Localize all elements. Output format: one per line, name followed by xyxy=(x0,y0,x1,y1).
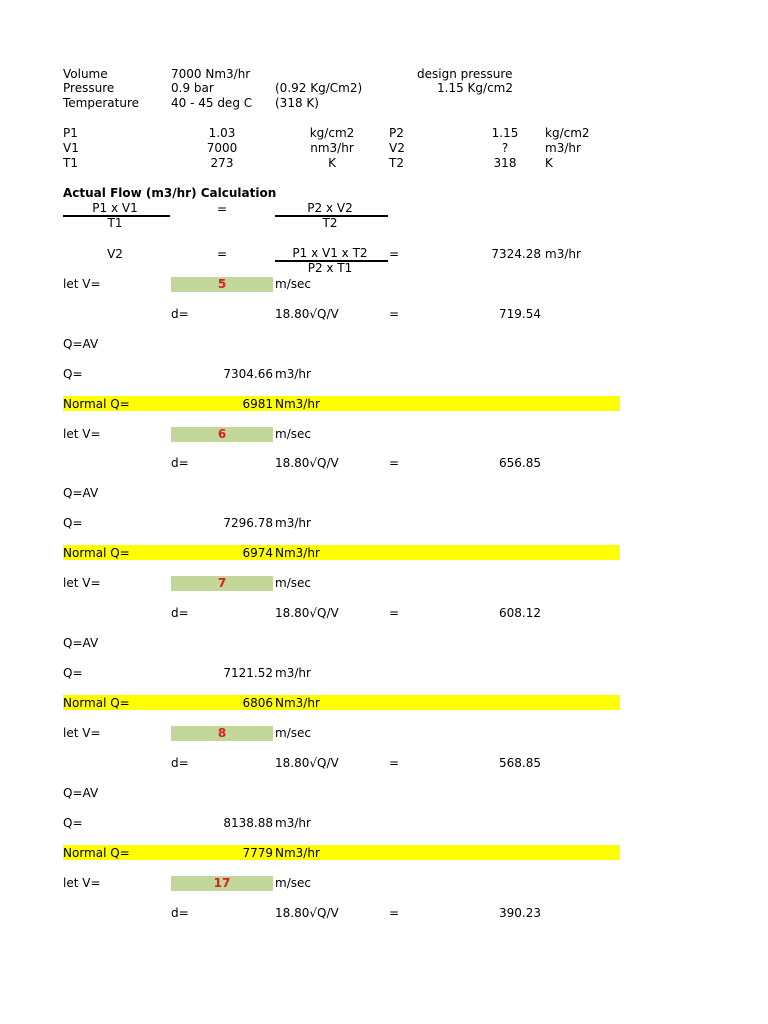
q-unit: m3/hr xyxy=(275,666,311,680)
volume-label: Volume xyxy=(63,67,108,81)
equals-sign: = xyxy=(389,456,400,470)
d-formula: 18.80√Q/V xyxy=(275,756,339,770)
velocity-unit: m/sec xyxy=(275,876,311,890)
temperature-alt-value: (318 K) xyxy=(275,96,319,110)
t2-label: T2 xyxy=(389,156,404,170)
q-av-label: Q=AV xyxy=(63,636,99,650)
normal-q-value: 7779 xyxy=(242,846,273,860)
normal-q-label: Normal Q= xyxy=(63,397,130,411)
normal-q-label: Normal Q= xyxy=(63,696,130,710)
p2-unit: kg/cm2 xyxy=(545,126,590,140)
velocity-unit: m/sec xyxy=(275,277,311,291)
normal-q-value: 6974 xyxy=(242,546,273,560)
p2-value: 1.15 xyxy=(491,126,519,140)
q-value: 8138.88 xyxy=(223,816,273,830)
t2-value: 318 xyxy=(493,156,517,170)
diameter-value: 568.85 xyxy=(499,756,541,770)
q-label: Q= xyxy=(63,816,83,830)
q-label: Q= xyxy=(63,516,83,530)
v1-label: V1 xyxy=(63,141,79,155)
v2-value: ? xyxy=(501,141,509,155)
equals-sign: = xyxy=(389,906,400,920)
let-v-label: let V= xyxy=(63,726,101,740)
d-label: d= xyxy=(171,756,189,770)
equals-sign: = xyxy=(389,606,400,620)
d-label: d= xyxy=(171,307,189,321)
velocity-value[interactable]: 6 xyxy=(217,427,227,441)
design-pressure-value: 1.15 Kg/cm2 xyxy=(437,81,513,95)
d-formula: 18.80√Q/V xyxy=(275,456,339,470)
flow-result-value: 7324.28 xyxy=(491,247,541,261)
q-label: Q= xyxy=(63,367,83,381)
q-unit: m3/hr xyxy=(275,516,311,530)
normal-q-highlight-row xyxy=(63,396,620,411)
velocity-unit: m/sec xyxy=(275,427,311,441)
q-label: Q= xyxy=(63,666,83,680)
pressure-alt-value: (0.92 Kg/Cm2) xyxy=(275,81,363,95)
q-unit: m3/hr xyxy=(275,816,311,830)
q-av-label: Q=AV xyxy=(63,486,99,500)
v2-unit: m3/hr xyxy=(545,141,581,155)
d-label: d= xyxy=(171,456,189,470)
equals-sign: = xyxy=(216,247,228,261)
q-value: 7304.66 xyxy=(223,367,273,381)
design-pressure-label: design pressure xyxy=(417,67,513,81)
p1-value: 1.03 xyxy=(208,126,236,140)
let-v-label: let V= xyxy=(63,876,101,890)
d-label: d= xyxy=(171,606,189,620)
velocity-unit: m/sec xyxy=(275,726,311,740)
v1-value: 7000 xyxy=(206,141,238,155)
normal-q-unit: Nm3/hr xyxy=(275,546,320,560)
equals-sign: = xyxy=(389,756,400,770)
normal-q-unit: Nm3/hr xyxy=(275,397,320,411)
rhs-numerator: P2 x V2 xyxy=(307,201,353,215)
normal-q-value: 6981 xyxy=(242,397,273,411)
diameter-value: 719.54 xyxy=(499,307,541,321)
let-v-label: let V= xyxy=(63,576,101,590)
v2-formula-label: V2 xyxy=(107,247,123,261)
diameter-value: 656.85 xyxy=(499,456,541,470)
v2-label: V2 xyxy=(389,141,405,155)
volume-value: 7000 Nm3/hr xyxy=(171,67,251,81)
diameter-value: 390.23 xyxy=(499,906,541,920)
velocity-value[interactable]: 8 xyxy=(217,726,227,740)
normal-q-highlight-row xyxy=(63,545,620,560)
normal-q-unit: Nm3/hr xyxy=(275,696,320,710)
normal-q-highlight-row xyxy=(63,695,620,710)
temperature-value: 40 - 45 deg C xyxy=(171,96,253,110)
normal-q-unit: Nm3/hr xyxy=(275,846,320,860)
temperature-label: Temperature xyxy=(63,96,140,110)
d-formula: 18.80√Q/V xyxy=(275,606,339,620)
q-av-label: Q=AV xyxy=(63,337,99,351)
d-formula: 18.80√Q/V xyxy=(275,906,339,920)
lhs-denominator: T1 xyxy=(107,216,123,230)
formula-denominator: P2 x T1 xyxy=(307,261,353,275)
normal-q-highlight-row xyxy=(63,845,620,860)
let-v-label: let V= xyxy=(63,277,101,291)
d-label: d= xyxy=(171,906,189,920)
normal-q-value: 6806 xyxy=(242,696,273,710)
normal-q-label: Normal Q= xyxy=(63,546,130,560)
q-value: 7121.52 xyxy=(223,666,273,680)
q-value: 7296.78 xyxy=(223,516,273,530)
velocity-unit: m/sec xyxy=(275,576,311,590)
q-unit: m3/hr xyxy=(275,367,311,381)
t2-unit: K xyxy=(545,156,553,170)
let-v-label: let V= xyxy=(63,427,101,441)
p2-label: P2 xyxy=(389,126,404,140)
t1-label: T1 xyxy=(63,156,78,170)
pressure-value: 0.9 bar xyxy=(171,81,214,95)
velocity-value[interactable]: 7 xyxy=(217,576,227,590)
pressure-label: Pressure xyxy=(63,81,115,95)
equals-sign: = xyxy=(389,247,400,261)
p1-unit: kg/cm2 xyxy=(309,126,355,140)
velocity-value[interactable]: 17 xyxy=(213,876,231,890)
lhs-numerator: P1 x V1 xyxy=(92,201,138,215)
diameter-value: 608.12 xyxy=(499,606,541,620)
p1-label: P1 xyxy=(63,126,78,140)
t1-value: 273 xyxy=(210,156,234,170)
q-av-label: Q=AV xyxy=(63,786,99,800)
d-formula: 18.80√Q/V xyxy=(275,307,339,321)
t1-unit: K xyxy=(328,156,336,170)
formula-numerator: P1 x V1 x T2 xyxy=(292,246,368,260)
flow-result-unit: m3/hr xyxy=(545,247,581,261)
rhs-denominator: T2 xyxy=(322,216,338,230)
velocity-value[interactable]: 5 xyxy=(217,277,227,291)
equals-sign: = xyxy=(389,307,400,321)
calc-title: Actual Flow (m3/hr) Calculation xyxy=(63,186,277,200)
normal-q-label: Normal Q= xyxy=(63,846,130,860)
equals-sign: = xyxy=(216,202,228,216)
v1-unit: nm3/hr xyxy=(310,141,354,155)
